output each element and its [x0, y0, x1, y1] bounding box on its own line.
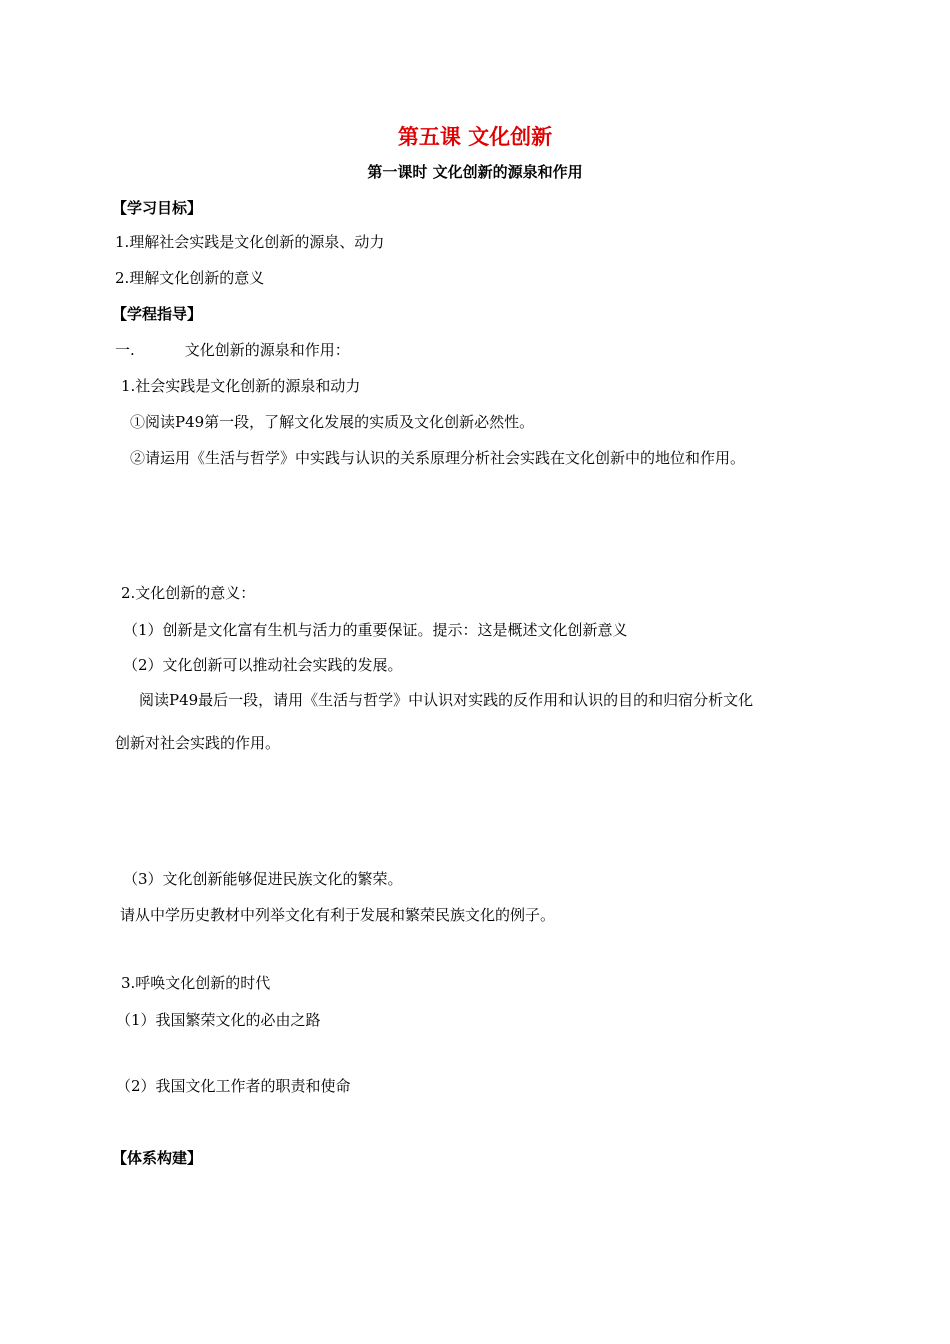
item3-point-2: （2）我国文化工作者的职责和使命	[116, 1077, 351, 1095]
item2-reading-task-line-1: 阅读P49最后一段，请用《生活与哲学》中认识对实践的反作用和认识的目的和归宿分析文化	[139, 691, 754, 709]
item2-point-1: （1）创新是文化富有生机与活力的重要保证。提示：这是概述文化创新意义	[123, 621, 628, 639]
item1-question-2: ②请运用《生活与哲学》中实践与认识的关系原理分析社会实践在文化创新中的地位和作用。	[130, 449, 746, 467]
system-heading: 【体系构建】	[112, 1149, 203, 1167]
item2-reading-task-line-2: 创新对社会实践的作用。	[115, 734, 281, 752]
goals-heading: 【学习目标】	[112, 199, 203, 217]
part1-title: 文化创新的源泉和作用：	[184, 341, 350, 359]
goal-item-2: 2.理解文化创新的意义	[115, 269, 265, 287]
item1-question-1: ①阅读P49第一段，了解文化发展的实质及文化创新必然性。	[130, 413, 535, 431]
part1-heading	[115, 340, 350, 360]
part1-number: 一.	[115, 341, 135, 359]
item2-title: 2.文化创新的意义：	[121, 584, 256, 602]
item1-title: 1.社会实践是文化创新的源泉和动力	[121, 377, 361, 395]
lesson-title: 第五课 文化创新	[397, 125, 553, 149]
guide-heading: 【学程指导】	[112, 305, 203, 323]
item3-point-1: （1）我国繁荣文化的必由之路	[116, 1011, 321, 1029]
lesson-subtitle: 第一课时 文化创新的源泉和作用	[367, 163, 583, 181]
item3-title: 3.呼唤文化创新的时代	[121, 974, 271, 992]
goal-item-1: 1.理解社会实践是文化创新的源泉、动力	[115, 233, 385, 251]
item2-point-3: （3）文化创新能够促进民族文化的繁荣。	[123, 870, 403, 888]
item2-point-2: （2）文化创新可以推动社会实践的发展。	[123, 656, 403, 674]
item2-point-3-task: 请从中学历史教材中列举文化有利于发展和繁荣民族文化的例子。	[120, 906, 556, 924]
